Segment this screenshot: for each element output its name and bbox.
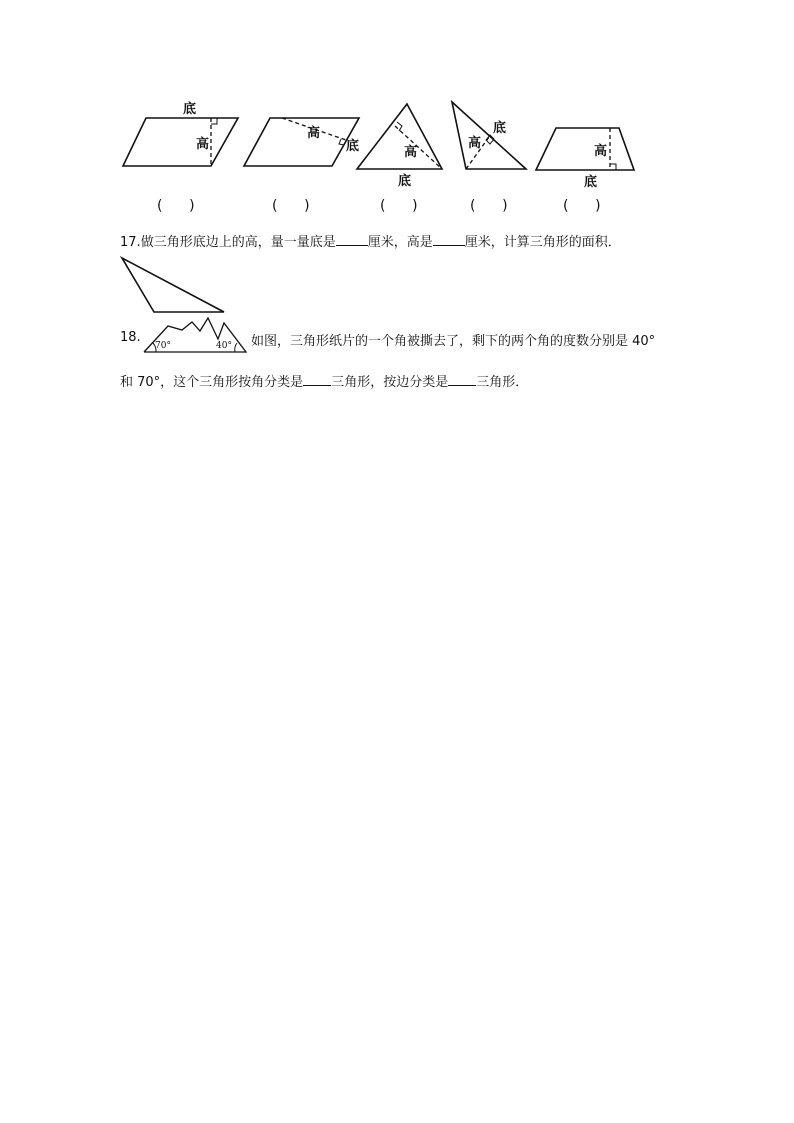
fig3-height-label: 高 [404, 145, 418, 160]
q18-angle-class-blank[interactable] [303, 372, 331, 386]
q17-unit-2: 厘米，计算三角形的面积． [464, 235, 621, 250]
fig2-base-label: 底 [346, 139, 360, 154]
q17-height-blank[interactable] [433, 232, 465, 246]
fig2-height-label: 高 [307, 126, 321, 141]
figures-row [0, 0, 794, 200]
figure-4-triangle [452, 102, 526, 169]
q17-text: 做三角形底边上的高，量一量底是 [140, 235, 336, 250]
answer-paren-3[interactable]: ( ) [380, 198, 418, 214]
figure-2-parallelogram [244, 118, 359, 166]
q18-line-1: 如图，三角形纸片的一个角被撕去了，剩下的两个角的度数分别是 40° [251, 334, 656, 349]
answer-paren-2[interactable]: ( ) [272, 198, 310, 214]
fig4-height-label: 高 [468, 136, 482, 151]
q18-number: 18. [120, 330, 141, 345]
fig5-height-label: 高 [594, 144, 608, 159]
fig1-base-label: 底 [183, 102, 197, 117]
answer-paren-1[interactable]: ( ) [157, 198, 195, 214]
fig3-base-label: 底 [398, 174, 412, 189]
figure-1-parallelogram [123, 118, 238, 166]
q18-line2-part2: 三角形，按边分类是 [331, 375, 449, 390]
answer-paren-4[interactable]: ( ) [470, 198, 508, 214]
q17-unit-1: 厘米，高是 [367, 235, 433, 250]
answer-paren-5[interactable]: ( ) [563, 198, 601, 214]
q18-line2-part3: 三角形． [476, 375, 529, 390]
q18-line2-part1: 和 70°，这个三角形按角分类是 [120, 375, 304, 390]
figure-3-triangle [357, 104, 442, 169]
q17-triangle-figure [118, 254, 230, 314]
fig5-base-label: 底 [584, 175, 598, 190]
q17-base-blank[interactable] [336, 232, 368, 246]
figure-5-trapezoid [536, 128, 634, 170]
q18-torn-triangle-figure [142, 313, 248, 355]
q18-line-2 [120, 371, 528, 390]
q18-angle-40: 40° [216, 341, 232, 351]
q17-number: 17. [120, 235, 141, 250]
fig4-base-label: 底 [493, 121, 507, 136]
q18-angle-70: 70° [155, 341, 171, 351]
question-17 [120, 231, 621, 250]
q18-side-class-blank[interactable] [448, 372, 476, 386]
fig1-height-label: 高 [196, 137, 210, 152]
